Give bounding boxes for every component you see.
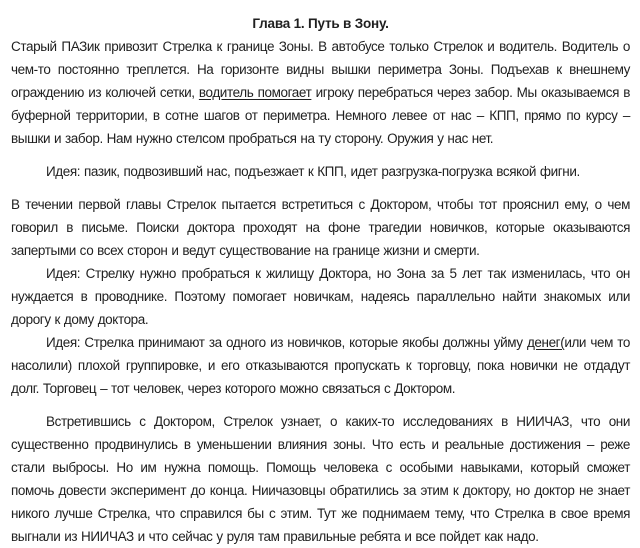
paragraph — [11, 331, 630, 400]
document-body — [11, 35, 630, 548]
paragraph — [11, 193, 630, 262]
paragraph — [11, 410, 630, 548]
text-run: Идея: Стрелку нужно пробраться к жилищу Доктора, но Зона за 5 лет так изменилась, что он нуждается в проводнике. Поэтому помогает новичкам, надеясь параллельно найти знакомых или дорогу к дому доктора. — [11, 266, 630, 327]
document-title: Глава 1. Путь в Зону. — [252, 16, 389, 31]
underlined-text: денег( — [526, 335, 565, 350]
text-run: Идея: Стрелка принимают за одного из новичков, которые якобы должны уйму — [46, 335, 527, 350]
underlined-text: водитель помогает — [198, 85, 312, 100]
paragraph — [11, 35, 630, 150]
text-run: В течении первой главы Стрелок пытается встретиться с Доктором, чтобы тот прояснил ему, о чем говорил в письме. Поиски доктора проходят на фоне трагедии новичков, которые оказываются запертыми со всех сторон и ведут существование на границе жизни и смерти. — [11, 197, 630, 258]
text-run: игроку перебраться через забор. Мы оказываемся в буферной территории, в сотне шагов от периметра. Немного левее от нас – КПП, прямо по курсу – вышки и забор. Нам нужно стелсом пробраться на ту сторону. Оружия у нас нет. — [11, 85, 630, 146]
text-run: Встретившись с Доктором, Стрелок узнает, о каких-то исследованиях в НИИЧАЗ, что они существенно продвинулись в уменьшении влияния зоны. Что есть и реальные достижения – реже стали выбросы. Но им нужна помощь. Помощь человека с особыми навыками, который сможет помочь довести эксперимент до конца. Ниичазовцы обратились за этим к доктору, но доктор не знает никого лучше Стрелка, что справился бы с этим. Тут же поднимаем тему, что Стрелка в свое время выгнали из НИИЧАЗ и что сейчас у руля там правильные ребята и все пойдет как надо. — [11, 414, 630, 544]
paragraph — [11, 160, 630, 183]
paragraph — [11, 262, 630, 331]
text-run: Старый ПАЗик привозит Стрелка к границе Зоны. В автобусе только Стрелок и водитель. Водитель о чем-то постоянно треплется. На горизонте видны вышки периметра Зоны. Подъехав к внешнему ограждению из колючей сетки, — [11, 39, 630, 100]
text-run: или чем то насолили) плохой группировке, и его отказываются пропускать к торговцу, пока новички не отдадут долг. Торговец – тот человек, через которого можно связаться с Доктором. — [11, 335, 630, 396]
text-run: Идея: пазик, подвозивший нас, подъезжает к КПП, идет разгрузка-погрузка всякой фигни. — [46, 164, 580, 179]
